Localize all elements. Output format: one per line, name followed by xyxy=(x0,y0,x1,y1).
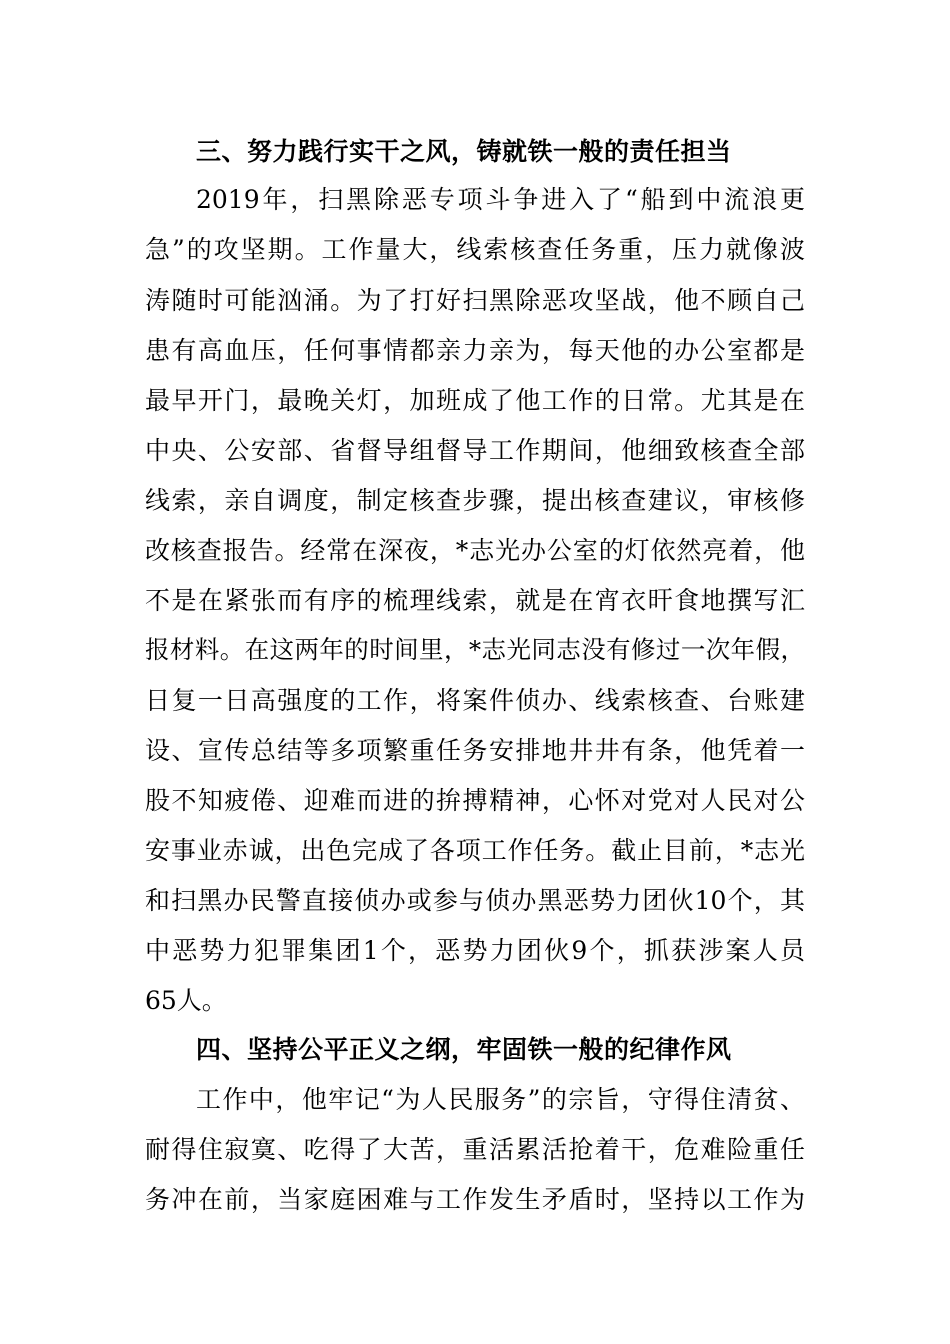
section-3-line-15: 和扫黑办民警直接侦办或参与侦办黑恶势力团伙10个，其 xyxy=(145,886,805,915)
section-3-line-17: 65人。 xyxy=(145,986,227,1015)
section-3-line-4: 患有高血压，任何事情都亲力亲为，每天他的办公室都是 xyxy=(145,336,805,365)
section-3-line-8: 改核查报告。经常在深夜，*志光办公室的灯依然亮着，他 xyxy=(145,536,805,565)
section-3-line-5: 最早开门，最晚关灯，加班成了他工作的日常。尤其是在 xyxy=(145,386,805,415)
section-3-line-9: 不是在紧张而有序的梳理线索，就是在宵衣旰食地撰写汇 xyxy=(145,586,805,615)
section-3-line-12: 设、宣传总结等多项繁重任务安排地井井有条，他凭着一 xyxy=(145,736,805,765)
section-4-line-1: 工作中，他牢记“为人民服务”的宗旨，守得住清贫、 xyxy=(196,1085,805,1114)
section-3-line-1: 2019年，扫黑除恶专项斗争进入了“船到中流浪更 xyxy=(196,185,805,214)
section-3-line-2: 急”的攻坚期。工作量大，线索核查任务重，压力就像波 xyxy=(145,235,805,264)
section-3-line-6: 中央、公安部、省督导组督导工作期间，他细致核查全部 xyxy=(145,436,805,465)
section-4-line-3: 务冲在前，当家庭困难与工作发生矛盾时，坚持以工作为 xyxy=(145,1185,805,1214)
section-3-line-7: 线索，亲自调度，制定核查步骤，提出核查建议，审核修 xyxy=(145,486,805,515)
section-3-heading: 三、努力践行实干之风，铸就铁一般的责任担当 xyxy=(196,137,732,166)
section-3-line-16: 中恶势力犯罪集团1个，恶势力团伙9个，抓获涉案人员 xyxy=(145,936,805,965)
section-4-heading: 四、坚持公平正义之纲，牢固铁一般的纪律作风 xyxy=(196,1035,732,1064)
section-3-line-14: 安事业赤诚，出色完成了各项工作任务。截止目前，*志光 xyxy=(145,836,805,865)
section-3-line-11: 日复一日高强度的工作，将案件侦办、线索核查、台账建 xyxy=(145,686,805,715)
section-3-line-3: 涛随时可能汹涌。为了打好扫黑除恶攻坚战，他不顾自己 xyxy=(145,286,805,315)
section-3-line-13: 股不知疲倦、迎难而进的拚搏精神，心怀对党对人民对公 xyxy=(145,786,805,815)
section-4-line-2: 耐得住寂寞、吃得了大苦，重活累活抢着干，危难险重任 xyxy=(145,1135,805,1164)
section-3-line-10: 报材料。在这两年的时间里，*志光同志没有修过一次年假， xyxy=(145,635,805,664)
